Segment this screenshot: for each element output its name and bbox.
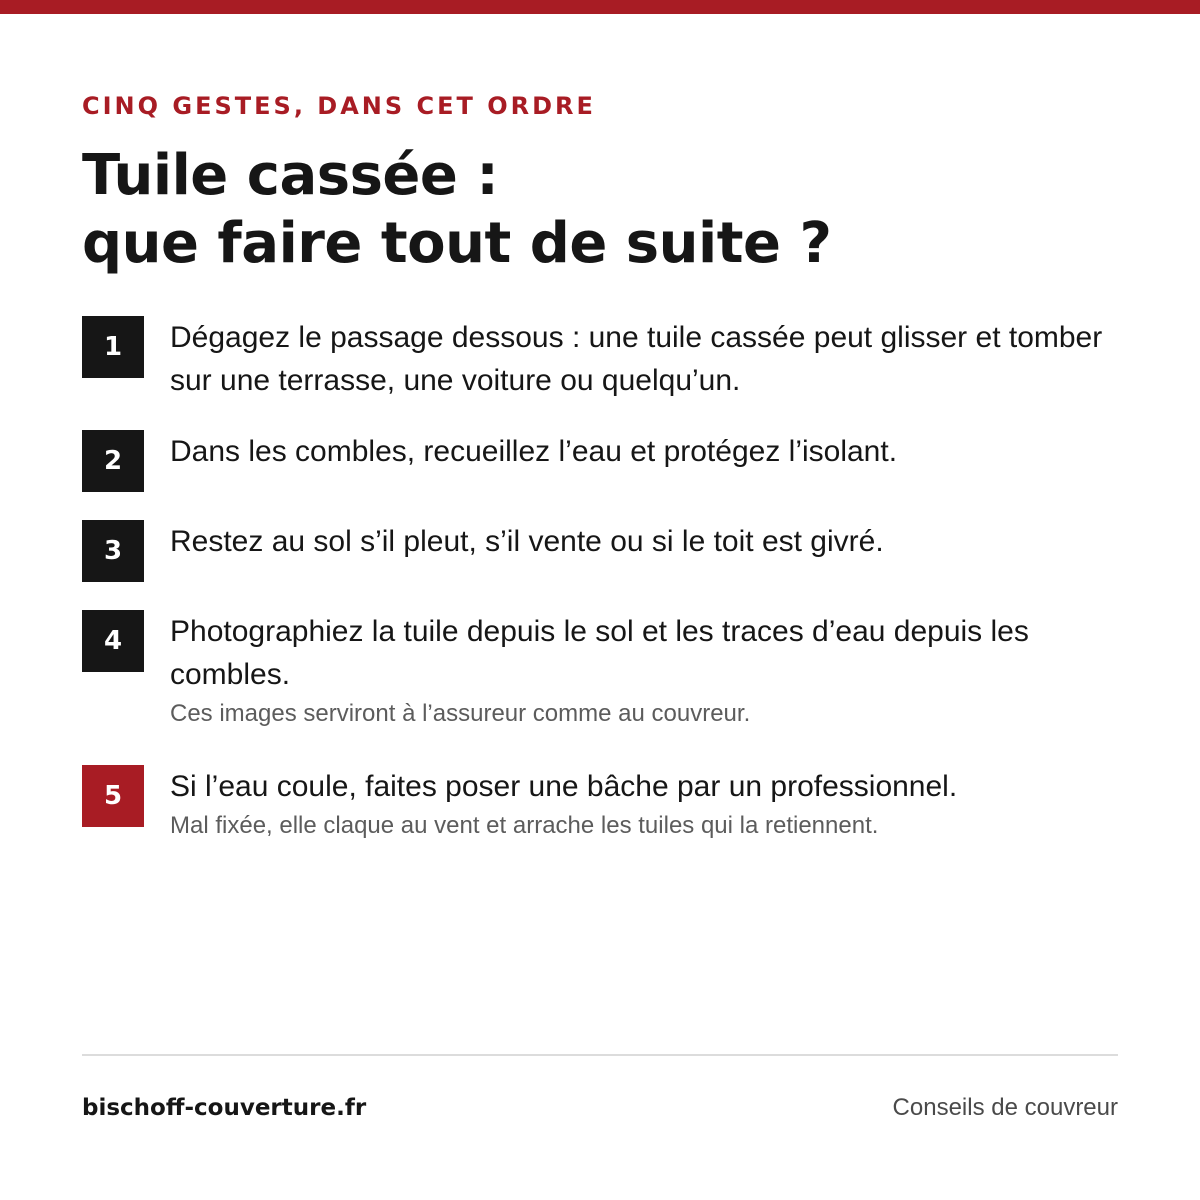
step-5-number: 5 bbox=[82, 765, 144, 827]
footer-divider bbox=[82, 1054, 1118, 1056]
step-4-content bbox=[170, 610, 1130, 730]
step-2-number: 2 bbox=[82, 430, 144, 492]
step-1-content bbox=[170, 316, 1130, 402]
step-5-content bbox=[170, 765, 1130, 842]
page-title bbox=[82, 142, 831, 278]
footer-tagline: Conseils de couvreur bbox=[892, 1094, 1118, 1121]
step-4-number: 4 bbox=[82, 610, 144, 672]
eyebrow-label: CINQ GESTES, DANS CET ORDRE bbox=[82, 92, 596, 120]
step-3-number: 3 bbox=[82, 520, 144, 582]
step-4-text: Photographiez la tuile depuis le sol et les traces d’eau depuis les combles. bbox=[170, 615, 1029, 691]
step-2-text: Dans les combles, recueillez l’eau et protégez l’isolant. bbox=[170, 435, 898, 468]
step-2-content bbox=[170, 430, 1130, 473]
step-1-text: Dégagez le passage dessous : une tuile cassée peut glisser et tomber sur une terrasse, une voiture ou quelqu’un. bbox=[170, 321, 1103, 397]
top-accent-bar bbox=[0, 0, 1200, 14]
site-url: bischoff-couverture.fr bbox=[82, 1095, 367, 1121]
step-5-text: Si l’eau coule, faites poser une bâche par un professionnel. bbox=[170, 770, 958, 803]
step-1-number: 1 bbox=[82, 316, 144, 378]
step-3-content bbox=[170, 520, 1130, 563]
step-5-note: Mal fixée, elle claque au vent et arrache les tuiles qui la retiennent. bbox=[170, 812, 879, 839]
step-4-note: Ces images serviront à l’assureur comme au couvreur. bbox=[170, 700, 751, 727]
title-line-2: que faire tout de suite ? bbox=[82, 211, 832, 276]
step-3-text: Restez au sol s’il pleut, s’il vente ou si le toit est givré. bbox=[170, 525, 884, 558]
title-line-1: Tuile cassée : bbox=[82, 143, 499, 208]
